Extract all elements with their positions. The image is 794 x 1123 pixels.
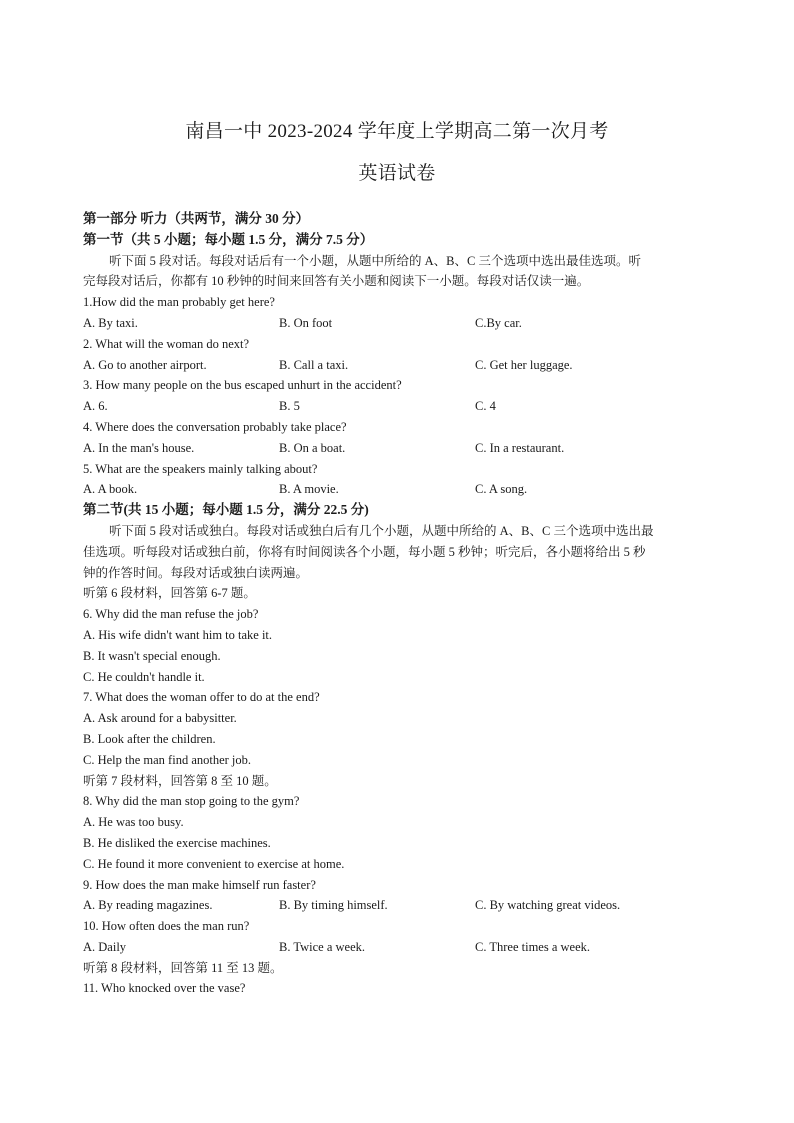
section2-instructions-line1: 听下面 5 段对话或独白。每段对话或独白后有几个小题，从题中所给的 A、B、C 三个选项中选出最 xyxy=(109,523,654,538)
question-6-option-c: C. He couldn't handle it. xyxy=(83,669,205,684)
option-b: B. Twice a week. xyxy=(279,939,366,954)
question-8: 8. Why did the man stop going to the gym? xyxy=(83,794,300,809)
question-4-options xyxy=(83,438,713,459)
section1-instructions-line1: 听下面 5 段对话。每段对话后有一个小题，从题中所给的 A、B、C 三个选项中选出最佳选项。听 xyxy=(109,253,641,268)
question-7-option-a: A. Ask around for a babysitter. xyxy=(83,711,237,726)
exam-subtitle: 英语试卷 xyxy=(358,163,436,184)
section2-instructions-line3: 钟的作答时间。每段对话或独白读两遍。 xyxy=(83,565,309,580)
exam-title: 南昌一中 2023-2024 学年度上学期高二第一次月考 xyxy=(185,121,609,142)
section2-instructions-line2: 佳选项。听每段对话或独白前，你将有时间阅读各个小题，每小题 5 秒钟；听完后，各小题将给出 5 秒 xyxy=(83,544,646,559)
option-a: A. By reading magazines. xyxy=(83,898,213,913)
question-8-option-b: B. He disliked the exercise machines. xyxy=(83,835,271,850)
option-c: C. 4 xyxy=(475,399,496,414)
option-b: B. 5 xyxy=(279,399,300,414)
exam-content xyxy=(83,209,713,999)
option-a: A. Daily xyxy=(83,939,127,954)
question-9-options xyxy=(83,895,713,916)
section1-instructions-line2: 完每段对话后，你都有 10 秒钟的时间来回答有关小题和阅读下一小题。每段对话仅读一遍。 xyxy=(83,274,590,289)
option-a: A. 6. xyxy=(83,399,108,414)
question-1-options xyxy=(83,313,713,334)
option-c: C. In a restaurant. xyxy=(475,440,565,455)
question-7-option-c: C. Help the man find another job. xyxy=(83,752,252,767)
question-7-option-b: B. Look after the children. xyxy=(83,731,216,746)
option-b: B. On a boat. xyxy=(279,440,346,455)
material-8-note: 听第 8 段材料，回答第 11 至 13 题。 xyxy=(83,960,283,975)
section2-heading: 第二节(共 15 小题；每小题 1.5 分，满分 22.5 分) xyxy=(83,502,369,518)
option-a: A. Go to another airport. xyxy=(83,357,207,372)
option-c: C. Three times a week. xyxy=(475,939,591,954)
option-a: A. A book. xyxy=(83,482,138,497)
material-6-note: 听第 6 段材料，回答第 6-7 题。 xyxy=(83,586,256,601)
question-7: 7. What does the woman offer to do at the end? xyxy=(83,690,320,705)
option-a: A. By taxi. xyxy=(83,315,138,330)
option-c: C. By watching great videos. xyxy=(475,898,621,913)
question-10-options xyxy=(83,937,713,958)
question-2-options xyxy=(83,355,713,376)
question-4: 4. Where does the conversation probably take place? xyxy=(83,419,347,434)
question-8-option-a: A. He was too busy. xyxy=(83,815,184,830)
material-7-note: 听第 7 段材料，回答第 8 至 10 题。 xyxy=(83,773,277,788)
question-6-option-a: A. His wife didn't want him to take it. xyxy=(83,627,273,642)
question-11: 11. Who knocked over the vase? xyxy=(83,981,246,996)
question-2: 2. What will the woman do next? xyxy=(83,336,250,351)
question-9: 9. How does the man make himself run faster? xyxy=(83,877,316,892)
question-3: 3. How many people on the bus escaped unhurt in the accident? xyxy=(83,378,402,393)
question-5-options xyxy=(83,479,713,500)
question-6-option-b: B. It wasn't special enough. xyxy=(83,648,221,663)
question-8-option-c: C. He found it more convenient to exercise at home. xyxy=(83,856,345,871)
question-3-options xyxy=(83,396,713,417)
question-5: 5. What are the speakers mainly talking about? xyxy=(83,461,318,476)
option-b: B. On foot xyxy=(279,315,333,330)
section1-heading: 第一节（共 5 小题；每小题 1.5 分，满分 7.5 分） xyxy=(83,231,374,247)
option-b: B. Call a taxi. xyxy=(279,357,349,372)
option-c: C. Get her luggage. xyxy=(475,357,573,372)
option-c: C. A song. xyxy=(475,482,528,497)
option-b: B. By timing himself. xyxy=(279,898,388,913)
question-6: 6. Why did the man refuse the job? xyxy=(83,607,259,622)
option-c: C.By car. xyxy=(475,315,522,330)
option-a: A. In the man's house. xyxy=(83,440,195,455)
question-10: 10. How often does the man run? xyxy=(83,919,250,934)
option-b: B. A movie. xyxy=(279,482,339,497)
part1-heading: 第一部分 听力（共两节，满分 30 分） xyxy=(83,211,310,226)
question-1: 1.How did the man probably get here? xyxy=(83,295,275,310)
